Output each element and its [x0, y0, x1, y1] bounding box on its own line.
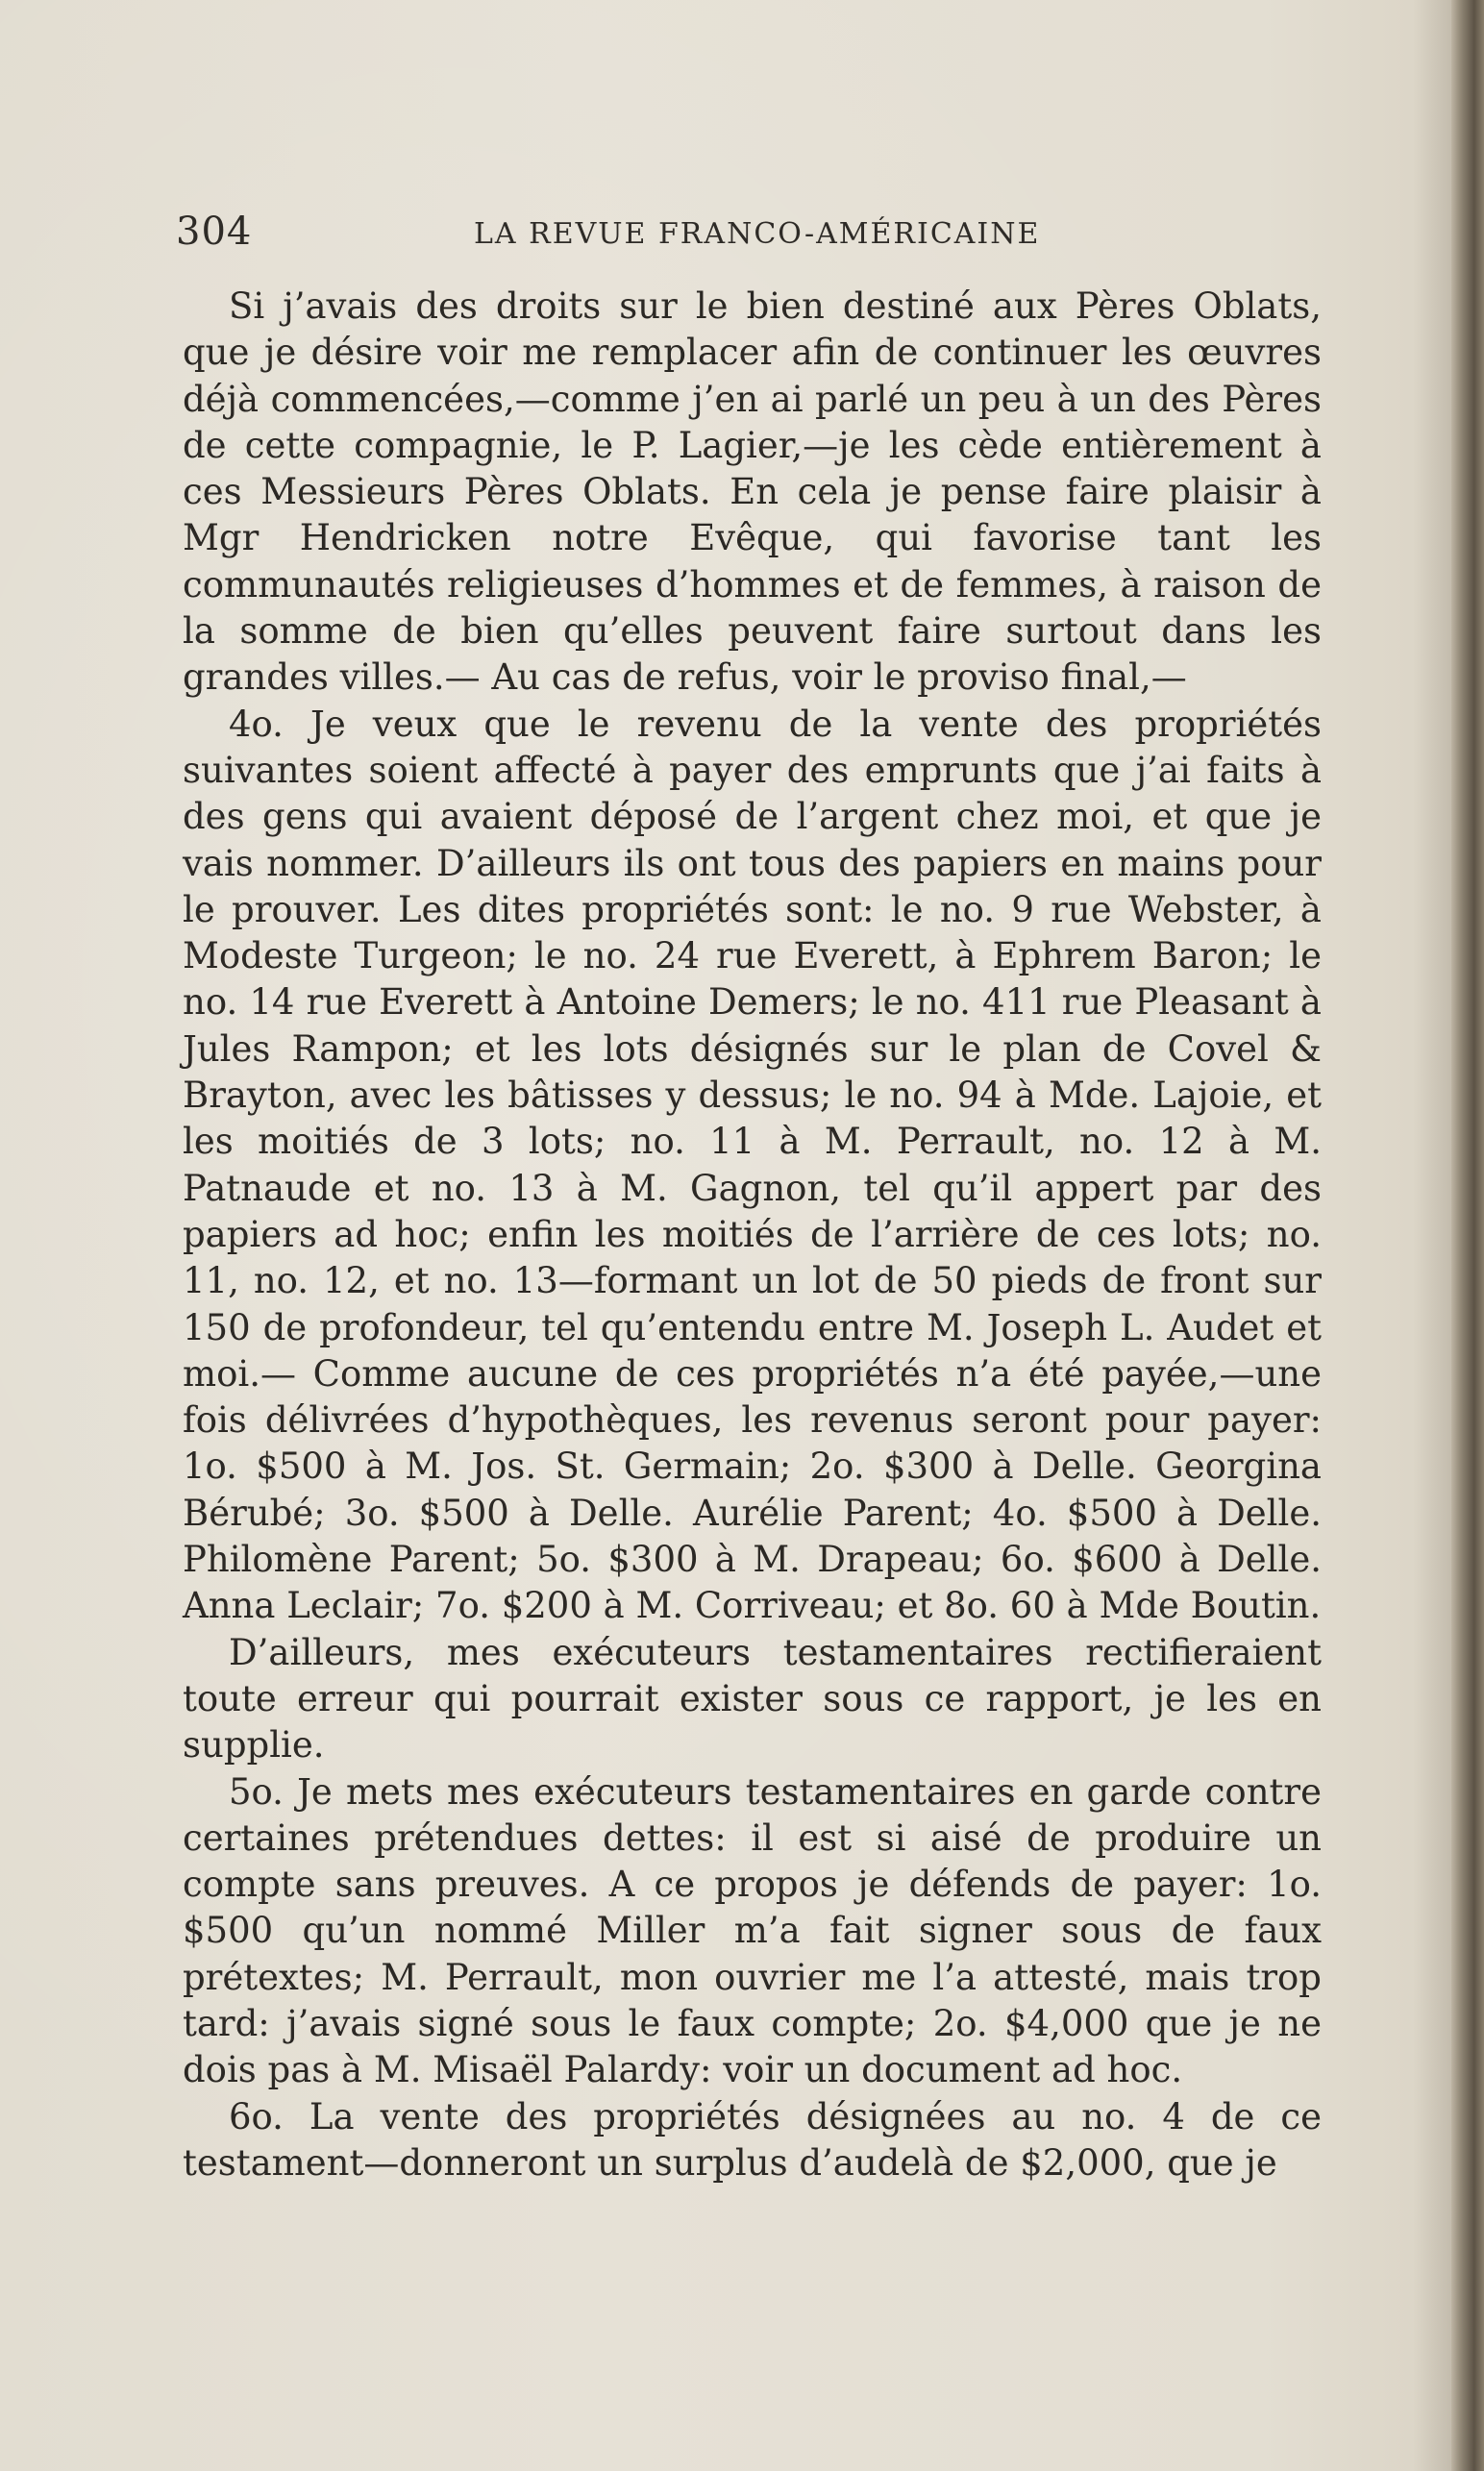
- running-title: LA REVUE FRANCO-AMÉRICAINE: [474, 217, 1041, 251]
- paragraph-article-5: 5o. Je mets mes exécuteurs testamentaires en garde contre certaines prétendues dettes: il est si aisé de produire un compte sans preuves. A ce propos je défends de payer: 1o. $500 qu’un nommé Miller m’a fait signer sous de faux prétextes; M. Perrault, mon ouvrier me l’a attesté, mais trop tard: j’avais signé sous le faux compte; 2o. $4,000 que je ne dois pas à M. Misaël Palardy: voir un document ad hoc.: [183, 1770, 1322, 2091]
- paragraph-executeurs: D’ailleurs, mes exécuteurs testamentaires rectifieraient toute erreur qui pourrait exister sous ce rapport, je les en supplie.: [183, 1631, 1322, 1767]
- paragraph-oblats: Si j’avais des droits sur le bien destiné aux Pères Oblats, que je désire voir me remplacer afin de continuer les œuvres déjà commencées,—comme j’en ai parlé un peu à un des Pères de cette compagnie, le P. Lagier,—je les cède entièrement à ces Messieurs Pères Oblats. En cela je pense faire plaisir à Mgr Hendricken notre Evêque, qui favorise tant les communautés religieuses d’hommes et de femmes, à raison de la somme de bien qu’elles peuvent faire surtout dans les grandes villes.— Au cas de refus, voir le proviso final,—: [183, 285, 1322, 699]
- page-header: [176, 210, 1329, 267]
- paragraph-article-4: 4o. Je veux que le revenu de la vente des propriétés suivantes soient affecté à payer des emprunts que j’ai faits à des gens qui avaient déposé de l’argent chez moi, et que je vais nommer. D’ailleurs ils ont tous des papiers en mains pour le prouver. Les dites propriétés sont: le no. 9 rue Webster, à Modeste Turgeon; le no. 24 rue Everett, à Ephrem Baron; le no. 14 rue Everett à Antoine Demers; le no. 411 rue Pleasant à Jules Rampon; et les lots désignés sur le plan de Covel & Brayton, avec les bâtisses y dessus; le no. 94 à Mde. Lajoie, et les moitiés de 3 lots; no. 11 à M. Perrault, no. 12 à M. Patnaude et no. 13 à M. Gagnon, tel qu’il appert par des papiers ad hoc; enfin les moitiés de l’arrière de ces lots; no. 11, no. 12, et no. 13—formant un lot de 50 pieds de front sur 150 de profondeur, tel qu’entendu entre M. Joseph L. Audet et moi.— Comme aucune de ces propriétés n’a été payée,—une fois délivrées d’hypothèques, les revenus seront pour payer: 1o. $500 à M. Jos. St. Germain; 2o. $300 à Delle. Georgina Bérubé; 3o. $500 à Delle. Aurélie Parent; 4o. $500 à Delle. Philomène Parent; 5o. $300 à M. Drapeau; 6o. $600 à Delle. Anna Leclair; 7o. $200 à M. Corriveau; et 8o. 60 à Mde Boutin.: [183, 703, 1322, 1627]
- body-text: [183, 284, 1322, 2187]
- book-spine: [1451, 0, 1484, 2471]
- binding-shadow: [1413, 0, 1451, 2471]
- paragraph-article-6: 6o. La vente des propriétés désignées au no. 4 de ce testament—donneront un surplus d’audelà de $2,000, que je: [183, 2095, 1322, 2184]
- page-number: 304: [176, 210, 253, 254]
